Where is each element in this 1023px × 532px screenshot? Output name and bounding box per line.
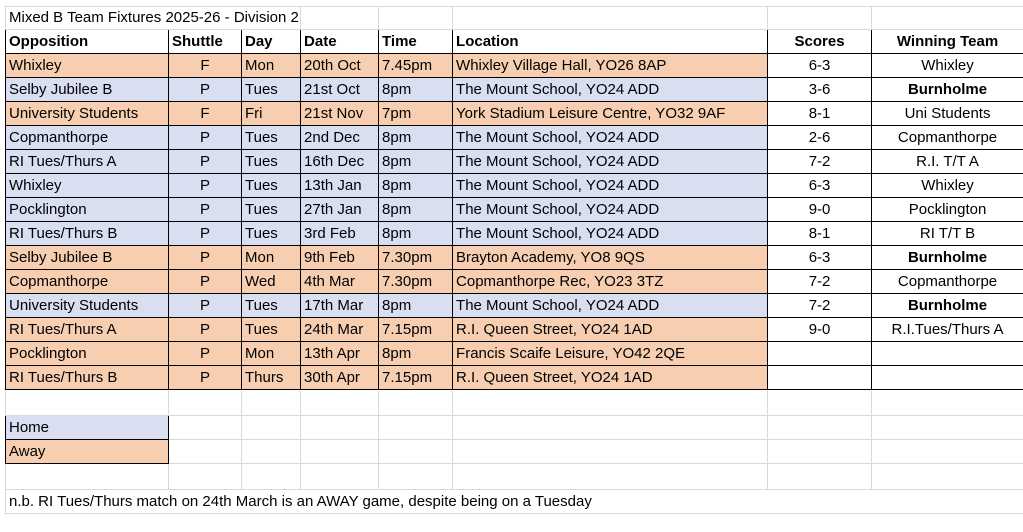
cell-opposition[interactable]: Selby Jubilee B bbox=[6, 246, 169, 270]
header-location[interactable]: Location bbox=[453, 30, 768, 54]
cell-day[interactable]: Tues bbox=[242, 174, 301, 198]
cell-location[interactable]: Whixley Village Hall, YO26 8AP bbox=[453, 54, 768, 78]
cell-day[interactable]: Tues bbox=[242, 126, 301, 150]
empty-cell[interactable] bbox=[169, 416, 242, 440]
cell-date[interactable]: 16th Dec bbox=[301, 150, 379, 174]
empty-cell[interactable] bbox=[301, 390, 379, 416]
cell-day[interactable]: Tues bbox=[242, 222, 301, 246]
cell-shuttle[interactable]: P bbox=[169, 246, 242, 270]
cell-winner[interactable] bbox=[872, 366, 1023, 390]
cell-day[interactable]: Mon bbox=[242, 342, 301, 366]
cell-day[interactable]: Tues bbox=[242, 78, 301, 102]
cell-time[interactable]: 7pm bbox=[379, 102, 453, 126]
cell-date[interactable]: 30th Apr bbox=[301, 366, 379, 390]
cell-opposition[interactable]: Selby Jubilee B bbox=[6, 78, 169, 102]
footnote[interactable]: n.b. RI Tues/Thurs match on 24th March is an AWAY game, despite being on a Tuesday bbox=[6, 490, 1023, 514]
table-row bbox=[6, 78, 1023, 102]
table-row bbox=[6, 126, 1023, 150]
cell-time[interactable]: 7.30pm bbox=[379, 270, 453, 294]
cell-location[interactable]: The Mount School, YO24 ADD bbox=[453, 174, 768, 198]
cell-shuttle[interactable]: P bbox=[169, 150, 242, 174]
cell-shuttle[interactable]: P bbox=[169, 294, 242, 318]
empty-cell[interactable] bbox=[379, 464, 453, 490]
cell-opposition[interactable]: Copmanthorpe bbox=[6, 126, 169, 150]
cell-location[interactable]: Francis Scaife Leisure, YO42 2QE bbox=[453, 342, 768, 366]
cell-winner[interactable] bbox=[872, 342, 1023, 366]
cell-date[interactable]: 27th Jan bbox=[301, 198, 379, 222]
cell-score[interactable]: 8-1 bbox=[768, 102, 872, 126]
cell-winner[interactable]: RI T/T B bbox=[872, 222, 1023, 246]
cell-date[interactable]: 20th Oct bbox=[301, 54, 379, 78]
title-row bbox=[6, 7, 1023, 30]
cell-date[interactable]: 24th Mar bbox=[301, 318, 379, 342]
cell-date[interactable]: 13th Apr bbox=[301, 342, 379, 366]
empty-cell[interactable] bbox=[242, 390, 301, 416]
empty-cell[interactable] bbox=[453, 416, 768, 440]
cell-day[interactable]: Thurs bbox=[242, 366, 301, 390]
cell-winner[interactable]: Burnholme bbox=[872, 246, 1023, 270]
empty-cell[interactable] bbox=[768, 416, 872, 440]
cell-location[interactable]: R.I. Queen Street, YO24 1AD bbox=[453, 318, 768, 342]
empty-cell[interactable] bbox=[768, 440, 872, 464]
cell-shuttle[interactable]: P bbox=[169, 198, 242, 222]
empty-cell[interactable] bbox=[301, 416, 379, 440]
blank-row bbox=[6, 390, 1023, 416]
cell-opposition[interactable]: Copmanthorpe bbox=[6, 270, 169, 294]
cell-winner[interactable]: Burnholme bbox=[872, 294, 1023, 318]
empty-cell[interactable] bbox=[242, 440, 301, 464]
cell-location[interactable]: Copmanthorpe Rec, YO23 3TZ bbox=[453, 270, 768, 294]
cell-day[interactable]: Mon bbox=[242, 246, 301, 270]
cell-shuttle[interactable]: P bbox=[169, 222, 242, 246]
cell-score[interactable] bbox=[768, 366, 872, 390]
empty-cell[interactable] bbox=[872, 440, 1023, 464]
empty-cell[interactable] bbox=[379, 440, 453, 464]
cell-time[interactable]: 8pm bbox=[379, 294, 453, 318]
table-row bbox=[6, 342, 1023, 366]
empty-cell[interactable] bbox=[242, 416, 301, 440]
empty-cell[interactable] bbox=[872, 416, 1023, 440]
cell-score[interactable]: 9-0 bbox=[768, 198, 872, 222]
cell-time[interactable]: 7.15pm bbox=[379, 366, 453, 390]
header-row bbox=[6, 30, 1023, 54]
cell-score[interactable]: 9-0 bbox=[768, 318, 872, 342]
cell-location[interactable]: York Stadium Leisure Centre, YO32 9AF bbox=[453, 102, 768, 126]
cell-winner[interactable]: Pocklington bbox=[872, 198, 1023, 222]
cell-opposition[interactable]: RI Tues/Thurs B bbox=[6, 366, 169, 390]
table-row bbox=[6, 198, 1023, 222]
cell-time[interactable]: 7.30pm bbox=[379, 246, 453, 270]
header-day[interactable]: Day bbox=[242, 30, 301, 54]
cell-date[interactable]: 21st Nov bbox=[301, 102, 379, 126]
cell-winner[interactable]: R.I.Tues/Thurs A bbox=[872, 318, 1023, 342]
empty-cell[interactable] bbox=[872, 464, 1023, 490]
cell-location[interactable]: The Mount School, YO24 ADD bbox=[453, 150, 768, 174]
cell-day[interactable]: Mon bbox=[242, 54, 301, 78]
cell-location[interactable]: R.I. Queen Street, YO24 1AD bbox=[453, 366, 768, 390]
cell-opposition[interactable]: RI Tues/Thurs A bbox=[6, 150, 169, 174]
cell-day[interactable]: Tues bbox=[242, 294, 301, 318]
header-shuttle[interactable]: Shuttle bbox=[169, 30, 242, 54]
cell-opposition[interactable]: Whixley bbox=[6, 54, 169, 78]
cell-score[interactable]: 6-3 bbox=[768, 174, 872, 198]
header-opposition[interactable]: Opposition bbox=[6, 30, 169, 54]
legend-row-home bbox=[6, 416, 1023, 440]
table-row bbox=[6, 246, 1023, 270]
table-row bbox=[6, 294, 1023, 318]
cell-shuttle[interactable]: P bbox=[169, 366, 242, 390]
cell-shuttle[interactable]: P bbox=[169, 270, 242, 294]
table-row bbox=[6, 150, 1023, 174]
table-row bbox=[6, 366, 1023, 390]
legend-row-away bbox=[6, 440, 1023, 464]
cell-location[interactable]: The Mount School, YO24 ADD bbox=[453, 294, 768, 318]
cell-shuttle[interactable]: P bbox=[169, 174, 242, 198]
cell-winner[interactable]: Copmanthorpe bbox=[872, 126, 1023, 150]
cell-opposition[interactable]: RI Tues/Thurs A bbox=[6, 318, 169, 342]
cell-winner[interactable]: Burnholme bbox=[872, 78, 1023, 102]
empty-cell[interactable] bbox=[301, 464, 379, 490]
cell-shuttle[interactable]: F bbox=[169, 54, 242, 78]
cell-winner[interactable]: Uni Students bbox=[872, 102, 1023, 126]
cell-shuttle[interactable]: P bbox=[169, 342, 242, 366]
empty-cell[interactable] bbox=[301, 440, 379, 464]
empty-cell[interactable] bbox=[768, 390, 872, 416]
cell-time[interactable]: 8pm bbox=[379, 174, 453, 198]
empty-cell[interactable] bbox=[453, 390, 768, 416]
empty-cell[interactable] bbox=[169, 440, 242, 464]
empty-cell[interactable] bbox=[6, 464, 169, 490]
table-row bbox=[6, 174, 1023, 198]
cell-score[interactable] bbox=[768, 342, 872, 366]
cell-opposition[interactable]: Whixley bbox=[6, 174, 169, 198]
empty-cell[interactable] bbox=[169, 464, 242, 490]
cell-opposition[interactable]: University Students bbox=[6, 294, 169, 318]
table-row bbox=[6, 270, 1023, 294]
cell-time[interactable]: 8pm bbox=[379, 78, 453, 102]
table-row bbox=[6, 54, 1023, 78]
cell-shuttle[interactable]: P bbox=[169, 126, 242, 150]
empty-cell[interactable] bbox=[768, 464, 872, 490]
header-time[interactable]: Time bbox=[379, 30, 453, 54]
cell-time[interactable]: 7.15pm bbox=[379, 318, 453, 342]
cell-date[interactable]: 4th Mar bbox=[301, 270, 379, 294]
cell-day[interactable]: Tues bbox=[242, 150, 301, 174]
empty-cell[interactable] bbox=[6, 390, 169, 416]
cell-location[interactable]: Brayton Academy, YO8 9QS bbox=[453, 246, 768, 270]
cell-opposition[interactable]: University Students bbox=[6, 102, 169, 126]
empty-cell[interactable] bbox=[379, 416, 453, 440]
cell-winner[interactable]: Whixley bbox=[872, 174, 1023, 198]
empty-cell[interactable] bbox=[453, 464, 768, 490]
cell-date[interactable]: 17th Mar bbox=[301, 294, 379, 318]
empty-cell[interactable] bbox=[453, 440, 768, 464]
header-winning-team[interactable]: Winning Team bbox=[872, 30, 1023, 54]
cell-score[interactable]: 7-2 bbox=[768, 294, 872, 318]
header-scores[interactable]: Scores bbox=[768, 30, 872, 54]
cell-winner[interactable]: Copmanthorpe bbox=[872, 270, 1023, 294]
cell-location[interactable]: The Mount School, YO24 ADD bbox=[453, 222, 768, 246]
legend-away[interactable]: Away bbox=[6, 440, 169, 464]
cell-shuttle[interactable]: P bbox=[169, 318, 242, 342]
sheet-title[interactable]: Mixed B Team Fixtures 2025-26 - Division 2 bbox=[6, 7, 301, 30]
cell-time[interactable]: 8pm bbox=[379, 150, 453, 174]
table-row bbox=[6, 102, 1023, 126]
cell-winner[interactable]: Whixley bbox=[872, 54, 1023, 78]
empty-cell[interactable] bbox=[242, 464, 301, 490]
empty-cell[interactable] bbox=[169, 390, 242, 416]
cell-score[interactable]: 2-6 bbox=[768, 126, 872, 150]
fixtures-table bbox=[5, 6, 1023, 514]
cell-time[interactable]: 8pm bbox=[379, 198, 453, 222]
cell-time[interactable]: 8pm bbox=[379, 222, 453, 246]
cell-opposition[interactable]: RI Tues/Thurs B bbox=[6, 222, 169, 246]
cell-time[interactable]: 8pm bbox=[379, 126, 453, 150]
cell-score[interactable]: 3-6 bbox=[768, 78, 872, 102]
cell-date[interactable]: 13th Jan bbox=[301, 174, 379, 198]
cell-opposition[interactable]: Pocklington bbox=[6, 342, 169, 366]
note-row bbox=[6, 490, 1023, 514]
cell-location[interactable]: The Mount School, YO24 ADD bbox=[453, 78, 768, 102]
cell-winner[interactable]: R.I. T/T A bbox=[872, 150, 1023, 174]
cell-day[interactable]: Tues bbox=[242, 318, 301, 342]
blank-row bbox=[6, 464, 1023, 490]
cell-date[interactable]: 2nd Dec bbox=[301, 126, 379, 150]
cell-score[interactable]: 7-2 bbox=[768, 270, 872, 294]
cell-day[interactable]: Wed bbox=[242, 270, 301, 294]
table-row bbox=[6, 222, 1023, 246]
cell-score[interactable]: 6-3 bbox=[768, 54, 872, 78]
header-date[interactable]: Date bbox=[301, 30, 379, 54]
cell-time[interactable]: 8pm bbox=[379, 342, 453, 366]
cell-opposition[interactable]: Pocklington bbox=[6, 198, 169, 222]
table-row bbox=[6, 318, 1023, 342]
cell-shuttle[interactable]: F bbox=[169, 102, 242, 126]
cell-day[interactable]: Fri bbox=[242, 102, 301, 126]
empty-cell[interactable] bbox=[872, 390, 1023, 416]
cell-score[interactable]: 7-2 bbox=[768, 150, 872, 174]
cell-date[interactable]: 3rd Feb bbox=[301, 222, 379, 246]
cell-shuttle[interactable]: P bbox=[169, 78, 242, 102]
empty-cell[interactable] bbox=[379, 390, 453, 416]
cell-location[interactable]: The Mount School, YO24 ADD bbox=[453, 198, 768, 222]
cell-score[interactable]: 8-1 bbox=[768, 222, 872, 246]
cell-date[interactable]: 21st Oct bbox=[301, 78, 379, 102]
legend-home[interactable]: Home bbox=[6, 416, 169, 440]
cell-location[interactable]: The Mount School, YO24 ADD bbox=[453, 126, 768, 150]
cell-score[interactable]: 6-3 bbox=[768, 246, 872, 270]
cell-date[interactable]: 9th Feb bbox=[301, 246, 379, 270]
cell-time[interactable]: 7.45pm bbox=[379, 54, 453, 78]
cell-day[interactable]: Tues bbox=[242, 198, 301, 222]
